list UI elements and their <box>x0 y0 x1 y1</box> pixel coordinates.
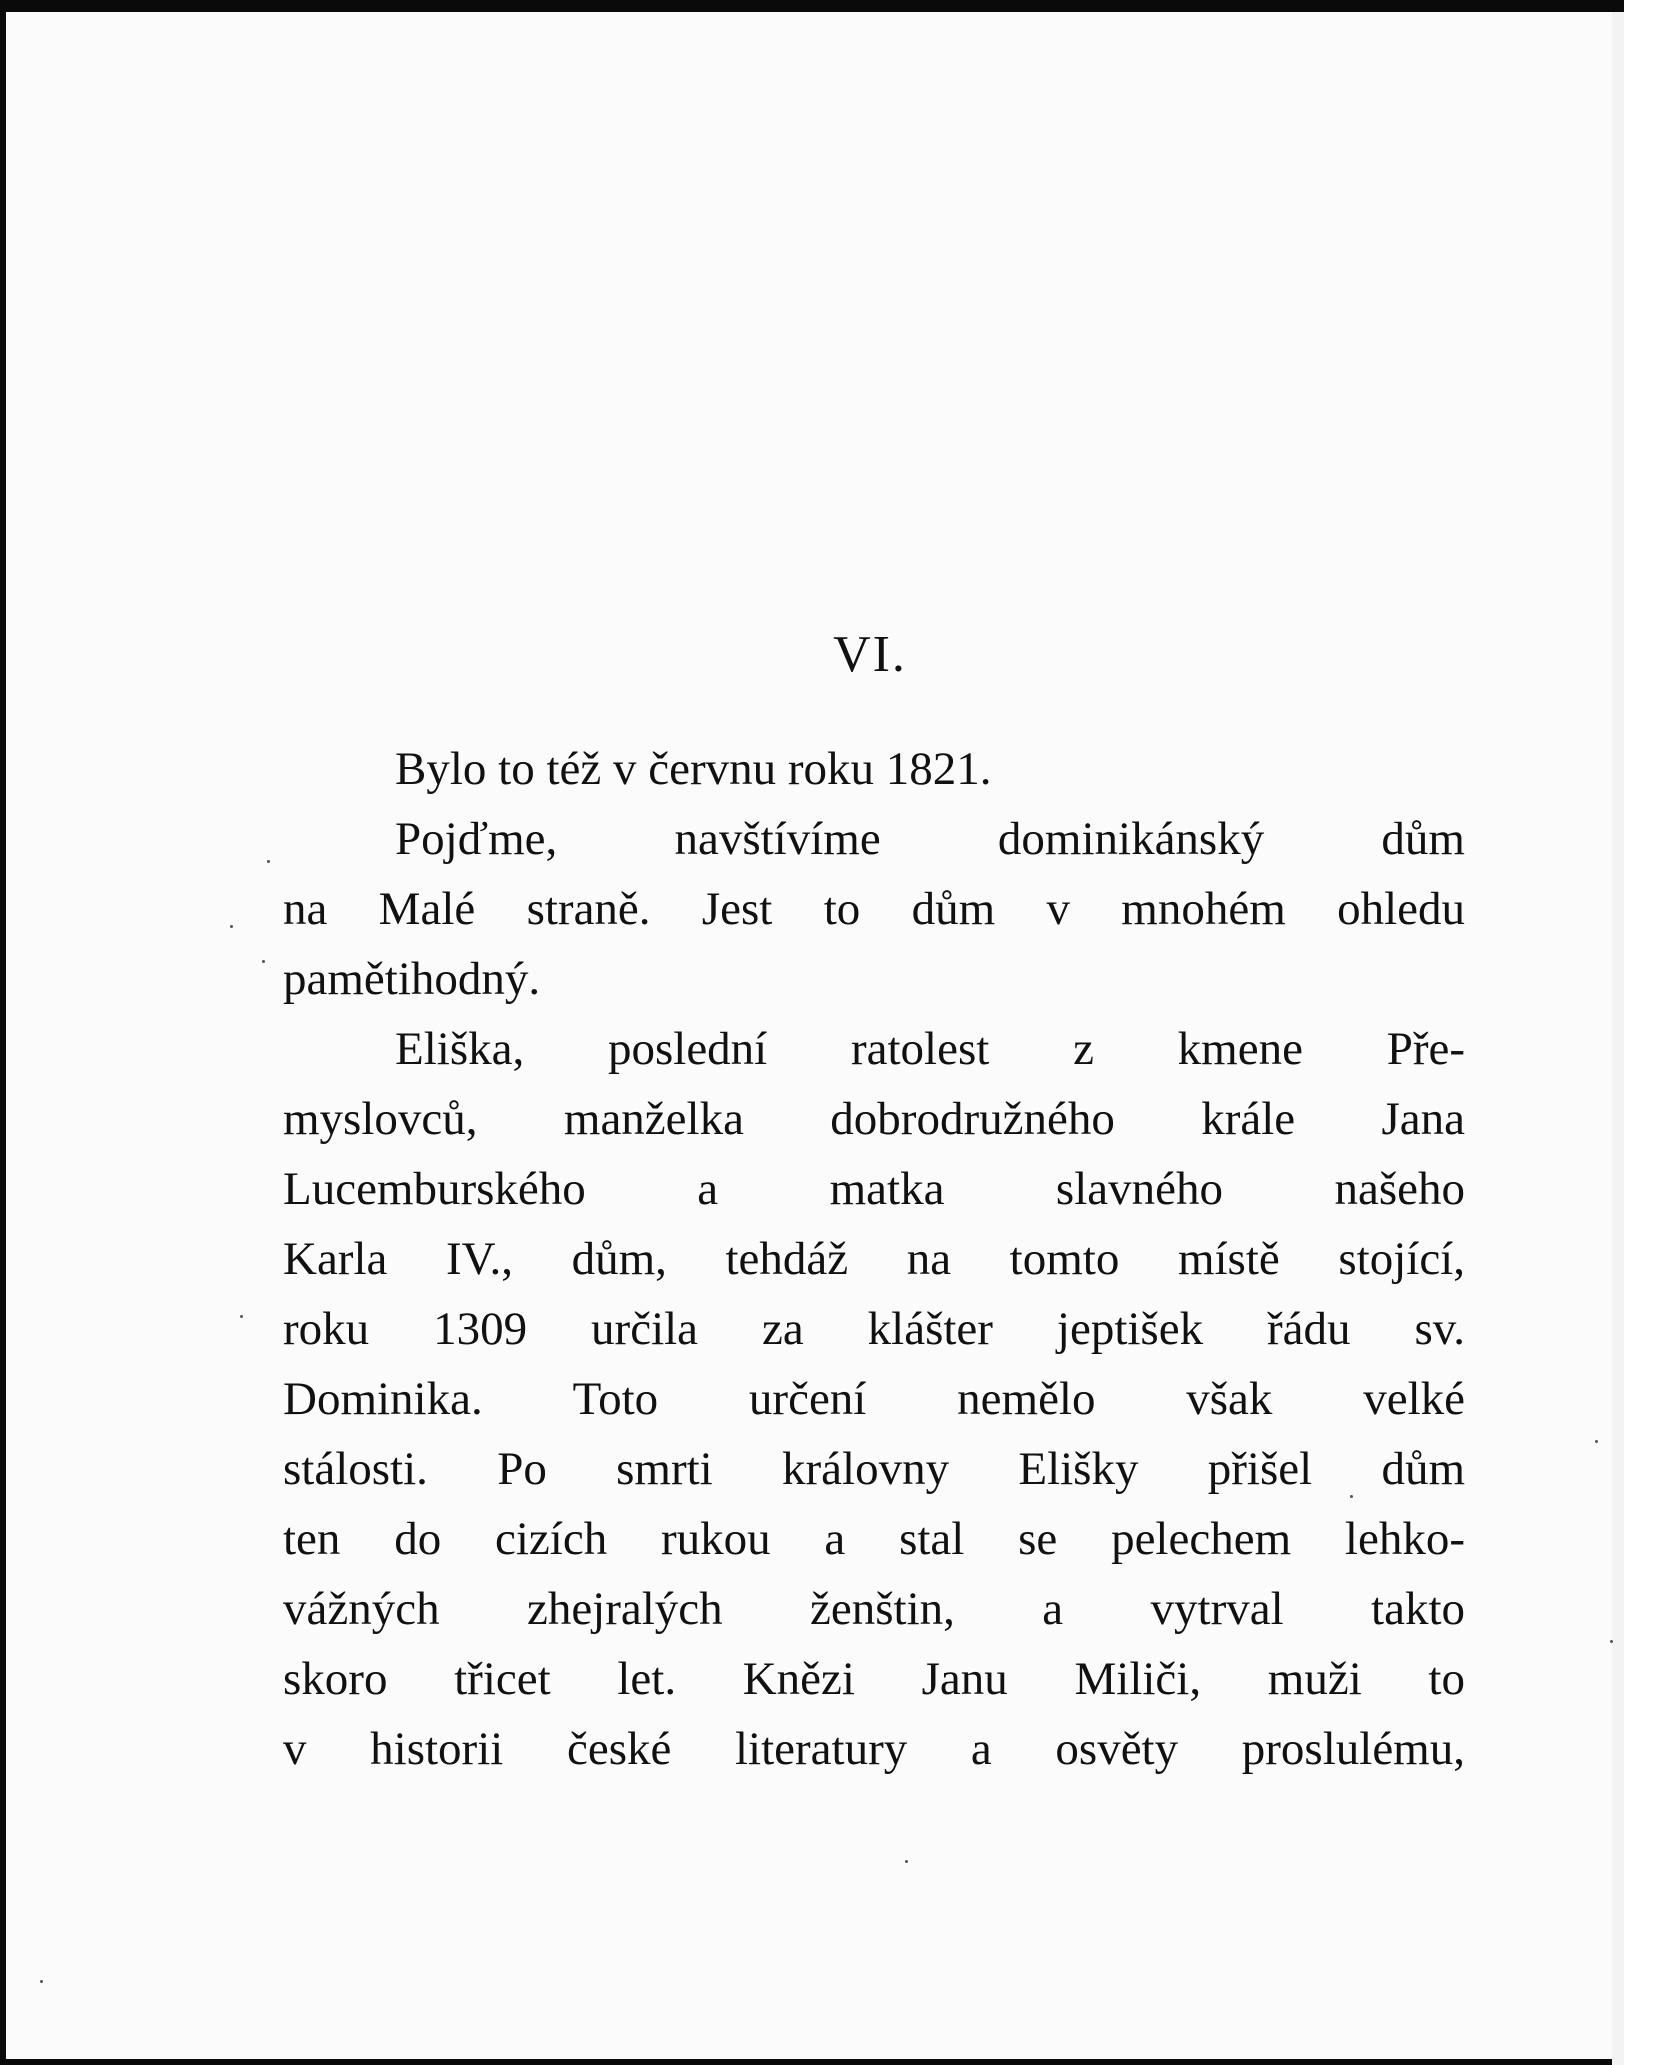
page-gutter <box>1612 12 1624 2065</box>
text-line: Lucemburského a matka slavného našeho <box>283 1163 1465 1215</box>
print-speck <box>1595 1440 1598 1443</box>
text-line: skoro třicet let. Knězi Janu Miliči, muži to <box>283 1653 1465 1705</box>
print-speck <box>240 1315 243 1318</box>
print-speck <box>267 860 270 863</box>
print-speck <box>230 925 233 928</box>
text-line: vážných zhejralých ženštin, a vytrval takto <box>283 1583 1465 1635</box>
text-line: roku 1309 určila za klášter jeptišek řádu sv. <box>283 1303 1465 1355</box>
text-line: stálosti. Po smrti královny Elišky přišel dům <box>283 1443 1465 1495</box>
text-line: Pojďme, navštívíme dominikánský dům <box>395 813 1465 865</box>
text-line: Eliška, poslední ratolest z kmene Pře- <box>395 1023 1465 1075</box>
chapter-heading: VI. <box>833 626 907 683</box>
text-line: ten do cizích rukou a stal se pelechem lehko- <box>283 1513 1465 1565</box>
print-speck <box>262 960 265 963</box>
print-speck <box>1350 1495 1353 1498</box>
text-line: na Malé straně. Jest to dům v mnohém ohledu <box>283 883 1465 935</box>
print-speck <box>40 1980 43 1983</box>
text-line: Bylo to též v červnu roku 1821. <box>395 743 992 795</box>
text-line: Dominika. Toto určení nemělo však velké <box>283 1373 1465 1425</box>
text-line: myslovců, manželka dobrodružného krále Jana <box>283 1093 1465 1145</box>
print-speck <box>905 1860 908 1863</box>
print-speck <box>1610 1640 1613 1643</box>
adjacent-page-edge <box>1624 0 1668 2065</box>
text-line: v historii české literatury a osvěty proslulému, <box>283 1723 1465 1775</box>
text-line: pamětihodný. <box>283 953 541 1005</box>
text-line: Karla IV., dům, tehdáž na tomto místě stojící, <box>283 1233 1465 1285</box>
